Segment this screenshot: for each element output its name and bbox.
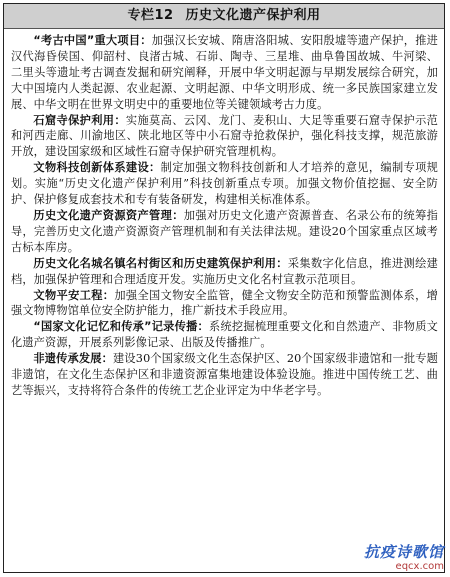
column-content — [4, 29, 444, 399]
watermark-url: eqcx.com — [395, 561, 444, 572]
column-title-bar — [4, 4, 444, 29]
paragraph-intangible-heritage — [11, 351, 438, 399]
column-title: 历史文化遗产保护利用 — [185, 8, 321, 23]
paragraph-relics-safety — [11, 288, 438, 320]
paragraph-body: 建设30个国家级文化生态保护区、20个国家级非遗馆和一批专题非遗馆，在文化生态保护区和非遗资源富集地建设体验设施。推进中国传统工艺、曲艺等振兴，支持将符合条件的传统工艺企业评定为中华老字号。 — [11, 352, 438, 397]
paragraph-lead: 石窟寺保护利用： — [33, 113, 126, 127]
paragraph-lead: 文物科技创新体系建设： — [33, 161, 161, 175]
column-number-label: 专栏12 — [127, 8, 174, 23]
paragraph-tech-innovation — [11, 160, 438, 208]
paragraph-body: 加强全国文物安全监管，健全文物安全防范和预警监测体系，增强文物博物馆单位安全防护能力，推广新技术手段应用。 — [11, 288, 438, 318]
paragraph-lead: “国家文化记忆和传承”记录传播： — [33, 320, 210, 334]
paragraph-body: 加强对历史文化遗产资源普查、名录公布的统筹指导，完善历史文化遗产资源资产管理机制和有关法律法规。建设20个国家重点区域考古标本库房。 — [11, 208, 438, 254]
paragraph-body: 系统挖掘梳理重要文化和自然遗产、非物质文化遗产资源，开展系列影像记录、出版及传播推广。 — [11, 320, 438, 350]
paragraph-lead: 非遗传承发展： — [33, 352, 114, 366]
watermark-name: 抗疫诗歌馆 — [363, 543, 444, 561]
paragraph-body: 制定加强文物科技创新和人才培养的意见，编制专项规划。实施“历史文化遗产保护利用”科技创新重点专项。加强文物价值挖掘、安全防护、保护修复成套技术和专有装备研发，构建相关标准体系。 — [11, 161, 438, 207]
paragraph-lead: 历史文化名城名镇名村街区和历史建筑保护利用： — [33, 256, 288, 270]
column-box — [3, 3, 445, 573]
paragraph-archaeology-china — [11, 33, 438, 113]
paragraph-historic-cities — [11, 256, 438, 288]
paragraph-cultural-memory — [11, 319, 438, 351]
paragraph-grotto-temples — [11, 113, 438, 161]
paragraph-asset-management — [11, 208, 438, 256]
paragraph-body: 实施莫高、云冈、龙门、麦积山、大足等重要石窟寺保护示范和河西走廊、川渝地区、陕北地区等中小石窟寺抢救保护，强化科技支撑，规范旅游开放，建设国家级和区域性石窟寺保护研究管理机构。 — [11, 113, 438, 159]
paragraph-body: 采集数字化信息，推进测绘建档，加强保护管理和合理适度开发。实施历史文化名村宣教示范项目。 — [11, 256, 438, 286]
paragraph-lead: “考古中国”重大项目： — [33, 34, 152, 47]
paragraph-body: 加强汉长安城、隋唐洛阳城、安阳殷墟等遗产保护，推进汉代海昏侯国、仰韶村、良渚古城、石峁、陶寺、三星堆、曲阜鲁国故城、牛河梁、二里头等遗址考古调查发掘和研究阐释，开展中华文明起源与早期发展综合研究，加大中国境内人类起源、农业起源、文明起源、中华文明形成、统一多民族国家建立发展、中华文明在世界文明史中的重要地位等关键领域考古力度。 — [11, 34, 438, 111]
paragraph-lead: 文物平安工程： — [33, 288, 115, 302]
paragraph-lead: 历史文化遗产资源资产管理： — [33, 208, 184, 222]
